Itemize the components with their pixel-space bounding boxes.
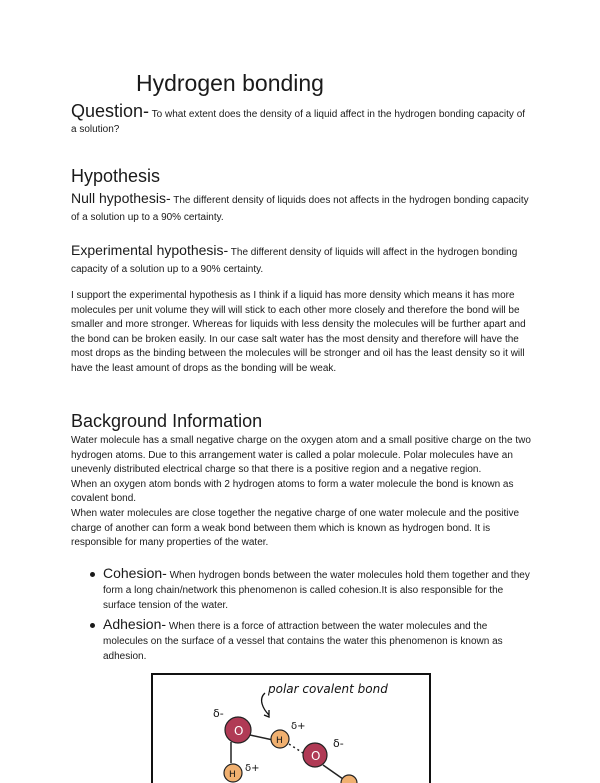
support-paragraph: I support the experimental hypothesis as I think if a liquid has more density which means it has more molecules per unit volume they will will stick to each other more closely and therefore the bond will be smaller and more stronger. Whereas for liquids with less density the molecules will be further apart and the bond can be broken easily. In our case salt water has the most density and therefore will have the most drops as the binding between the molecules will be stronger and oil has the least density so it will have the least amount of drops as the bonding will be weak. [71,290,526,374]
background-paragraph-1: Water molecule has a small negative charge on the oxygen atom and a small positive charge on the two hydrogen atoms. Due to this arrangement water is called a polar molecule. Polar molecules have an unevenly distributed electrical charge so that there is a positive region and a negative region. [71,435,531,476]
page-title: Hydrogen bonding [136,70,324,96]
water-molecule-diagram [151,673,431,783]
polar-covalent-bond-label: polar covalent bond [268,682,388,696]
delta-neg-label-1: δ- [213,707,224,720]
hydrogen-atom-2 [341,775,357,783]
null-hypothesis [71,190,531,226]
background-text [71,434,531,551]
label-arrow [262,693,269,715]
delta-neg-label-2: δ- [333,737,344,750]
covalent-bond-2 [323,765,343,779]
list-item-cohesion [85,566,531,613]
adhesion-term: Adhesion- [103,616,167,632]
experimental-hypothesis-label: Experimental hypothesis- [71,242,229,258]
list-item-adhesion [85,617,531,664]
experimental-hypothesis-text: The different density of liquids will affect in the hydrogen bonding capacity of a solution up to a 90% certainty. [71,247,518,275]
background-paragraph-3: When water molecules are close together the negative charge of one water molecule and the positive charge of another can form a weak bond between them which is known as hydrogen bond. It is responsible for many properties of the water. [71,507,520,549]
question-label: Question- [71,101,150,121]
hydrogen-label-3: H [229,770,236,780]
null-hypothesis-label: Null hypothesis- [71,190,171,206]
covalent-bond-1 [250,735,273,740]
oxygen-label-2: O [311,749,321,763]
question-text: To what extent does the density of a liquid affect in the hydrogen bonding capacity of a solution? [71,109,526,135]
adhesion-text: When there is a force of attraction between the water molecules and the molecules on the surface of a vessel that contains the water this phenomenon is known as adhesion. [103,621,503,662]
diagram-svg [153,675,431,783]
background-heading: Background Information [71,411,263,431]
question-block [71,101,531,137]
property-list [85,566,531,664]
delta-pos-label-1: δ+ [291,721,306,732]
cohesion-text: When hydrogen bonds between the water molecules hold them together and they form a long chain/network this phenomenon is called cohesion.It is also responsible for the surface tension of the water. [103,570,530,611]
experimental-hypothesis [71,242,531,278]
delta-pos-label-3: δ+ [245,763,260,774]
hypothesis-heading: Hypothesis [71,166,161,186]
hydrogen-bond [289,744,303,753]
hydrogen-label-1: H [276,736,283,746]
null-hypothesis-text: The different density of liquids does not affects in the hydrogen bonding capacity of a solution up to a 90% certainty. [71,195,529,223]
oxygen-label-1: O [234,724,244,738]
cohesion-term: Cohesion- [103,565,167,581]
background-paragraph-2: When an oxygen atom bonds with 2 hydrogen atoms to form a water molecule the bond is known as covalent bond. [71,478,514,505]
